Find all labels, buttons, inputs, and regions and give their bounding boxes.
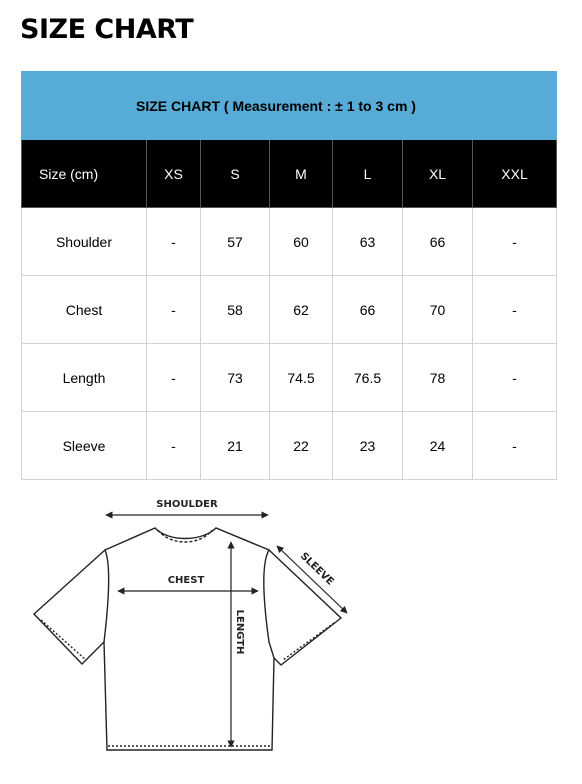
table-cell: - — [147, 208, 201, 276]
table-header-row — [22, 140, 557, 208]
table-cell: - — [147, 412, 201, 480]
table-cell: - — [147, 344, 201, 412]
table-cell: - — [473, 208, 557, 276]
row-label: Chest — [22, 276, 147, 344]
table-cell: - — [473, 412, 557, 480]
table-row-shoulder — [22, 208, 557, 276]
table-cell: 23 — [333, 412, 403, 480]
table-banner: SIZE CHART ( Measurement : ± 1 to 3 cm ) — [22, 72, 557, 140]
table-cell: 22 — [270, 412, 333, 480]
sleeve-label: SLEEVE — [297, 550, 336, 588]
header-cell-xxl: XXL — [473, 140, 557, 208]
header-cell-xs: XS — [147, 140, 201, 208]
table-cell: 66 — [403, 208, 473, 276]
table-cell: 78 — [403, 344, 473, 412]
header-cell-m: M — [270, 140, 333, 208]
table-row-sleeve — [22, 412, 557, 480]
row-label: Sleeve — [22, 412, 147, 480]
shoulder-label: SHOULDER — [156, 499, 218, 510]
table-row-length — [22, 344, 557, 412]
page-title: SIZE CHART — [20, 14, 194, 45]
table-cell: 24 — [403, 412, 473, 480]
header-cell-xl: XL — [403, 140, 473, 208]
table-cell: - — [473, 344, 557, 412]
table-cell: - — [473, 276, 557, 344]
table-cell: 62 — [270, 276, 333, 344]
row-label: Shoulder — [22, 208, 147, 276]
table-cell: 66 — [333, 276, 403, 344]
table-cell: 21 — [201, 412, 270, 480]
header-cell-size: Size (cm) — [22, 140, 147, 208]
table-cell: 58 — [201, 276, 270, 344]
table-cell: - — [147, 276, 201, 344]
table-cell: 60 — [270, 208, 333, 276]
chest-label: CHEST — [167, 575, 205, 586]
table-cell: 74.5 — [270, 344, 333, 412]
tshirt-outline — [34, 528, 341, 750]
table-cell: 57 — [201, 208, 270, 276]
table-cell: 76.5 — [333, 344, 403, 412]
table-cell: 63 — [333, 208, 403, 276]
table-cell: 70 — [403, 276, 473, 344]
table-cell: 73 — [201, 344, 270, 412]
size-chart-table — [21, 71, 557, 480]
row-label: Length — [22, 344, 147, 412]
length-label: LENGTH — [234, 609, 245, 655]
header-cell-l: L — [333, 140, 403, 208]
table-row-chest — [22, 276, 557, 344]
tshirt-measurement-diagram — [20, 492, 360, 764]
header-cell-s: S — [201, 140, 270, 208]
